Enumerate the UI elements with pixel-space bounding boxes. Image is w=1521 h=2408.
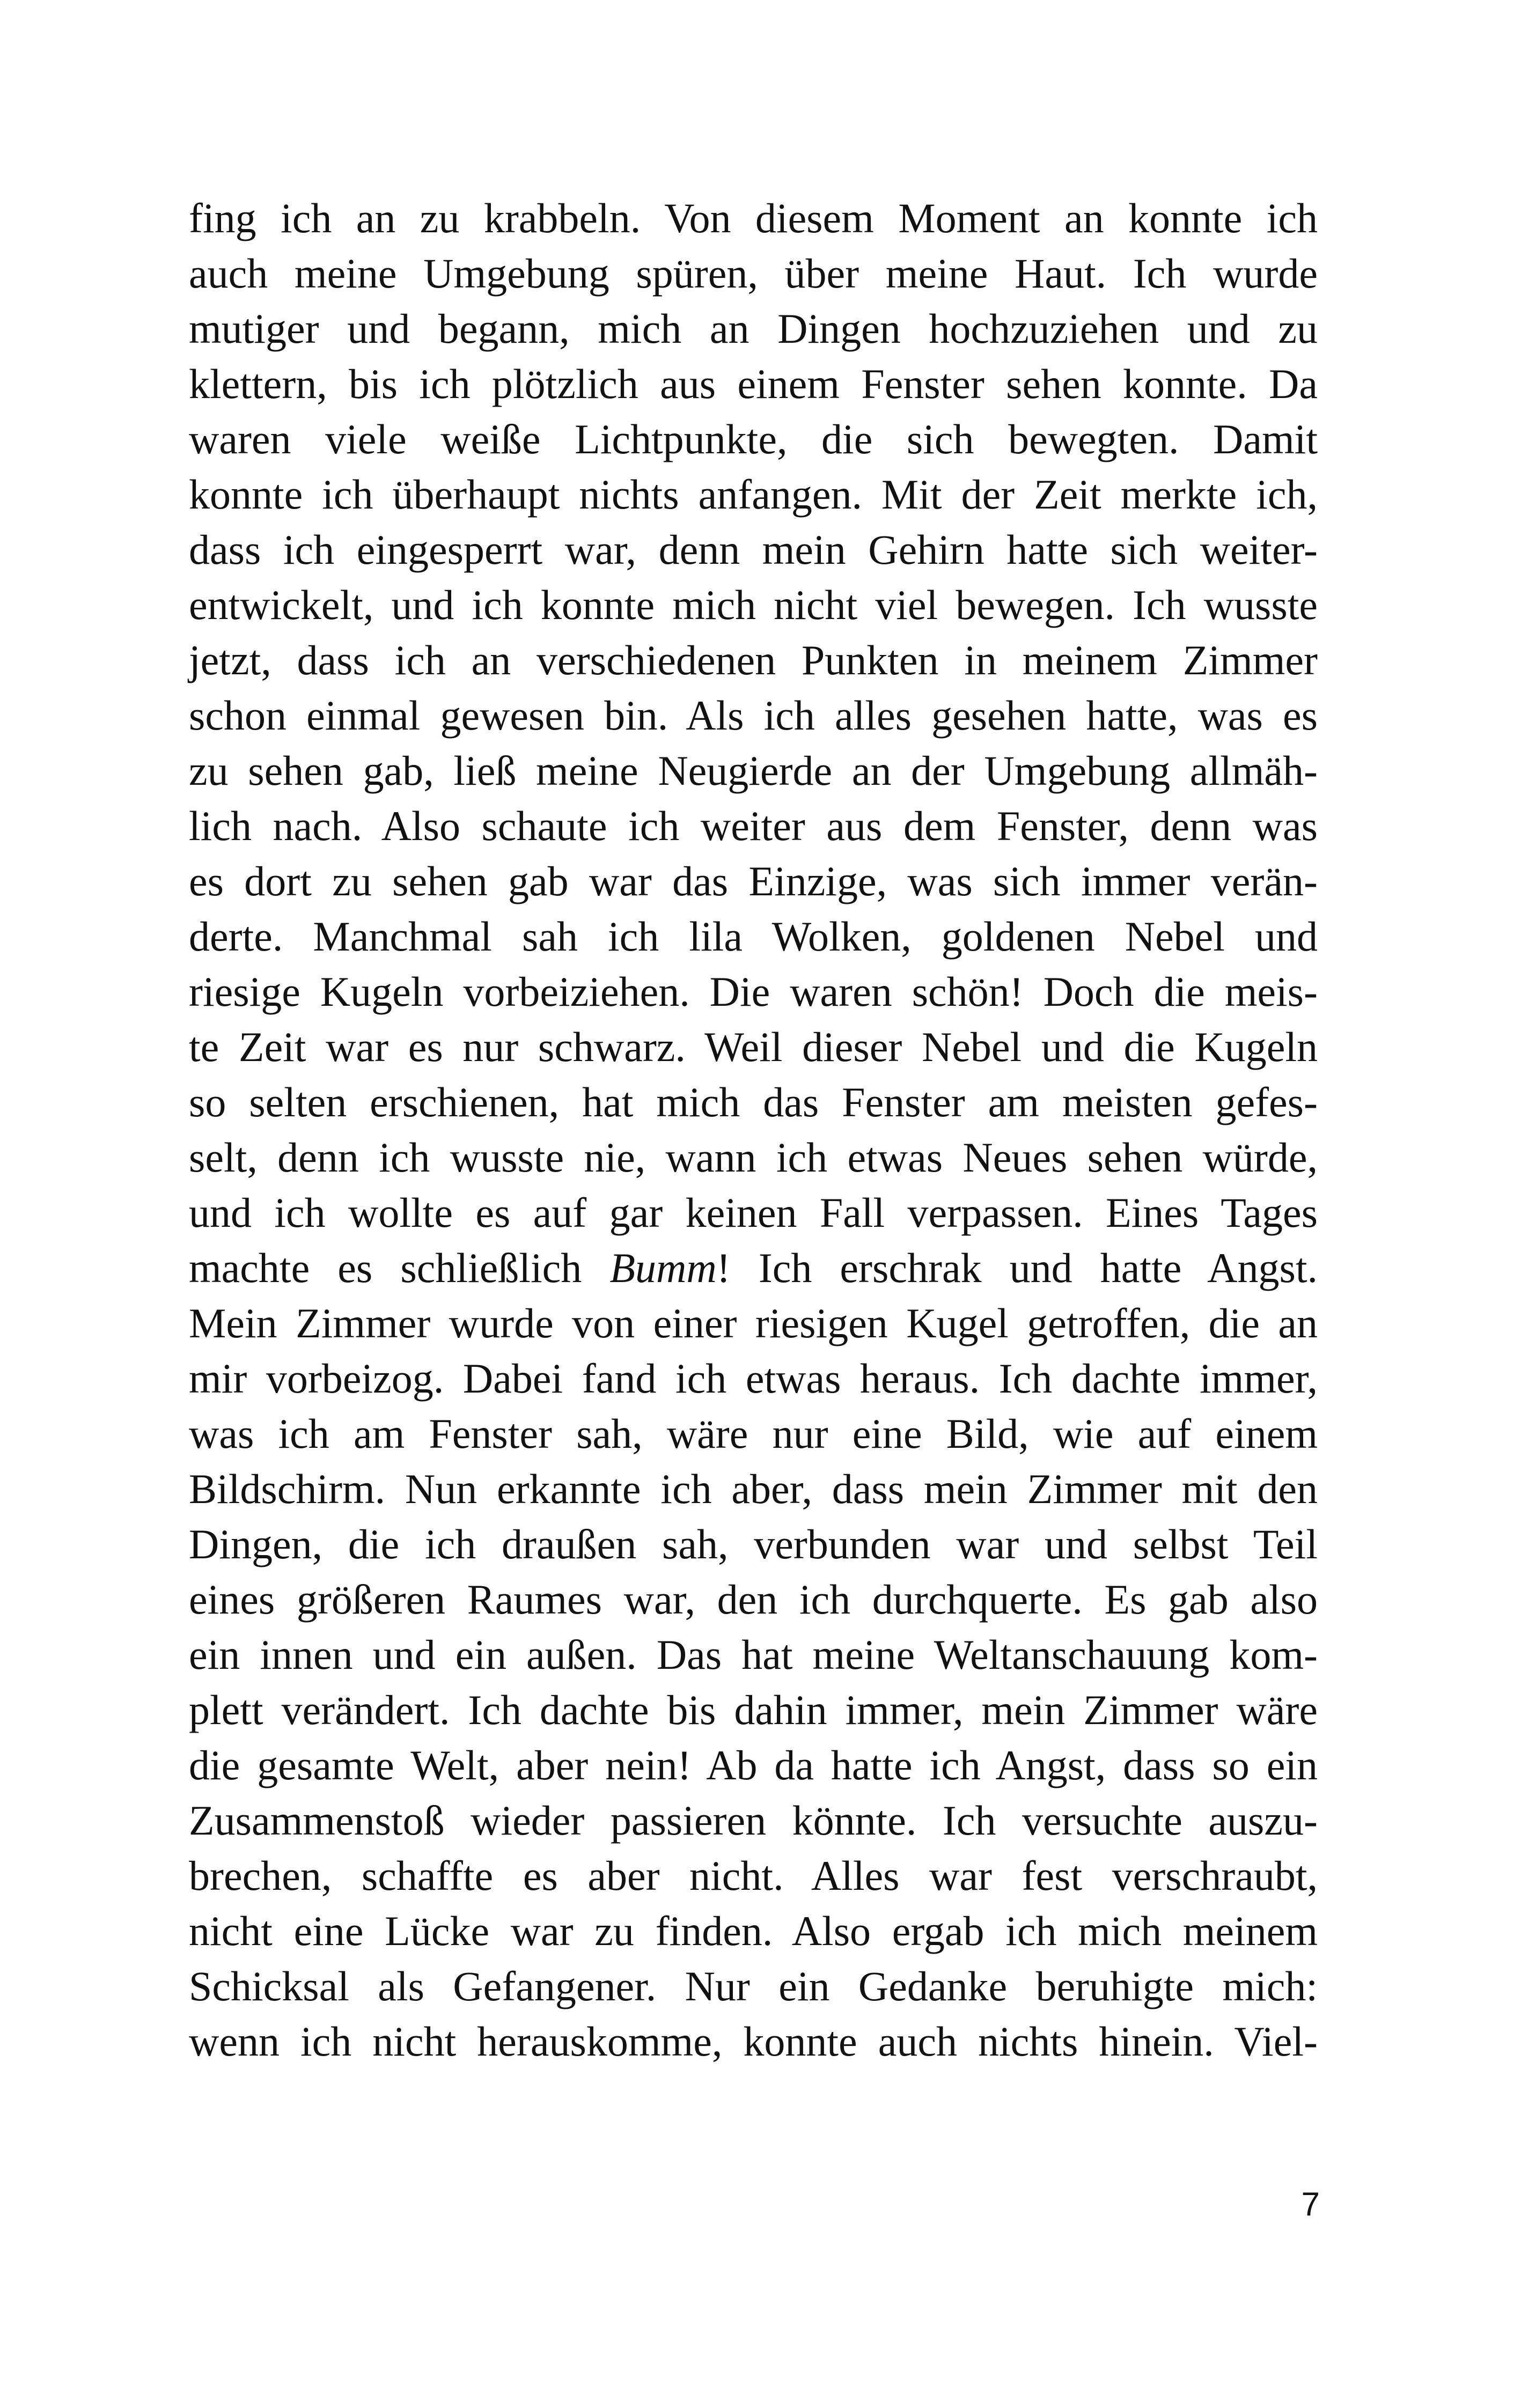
text-line: mir vorbeizog. Dabei fand ich etwas heraus. Ich dachte immer, [189,1355,1318,1402]
text-line: konnte ich überhaupt nichts anfangen. Mit der Zeit merkte ich, [189,471,1318,518]
text-line: te Zeit war es nur schwarz. Weil dieser Nebel und die Kugeln [189,1023,1318,1070]
text-line: und ich wollte es auf gar keinen Fall verpassen. Eines Tages [189,1189,1318,1236]
text-line: Bildschirm. Nun erkannte ich aber, dass mein Zimmer mit den [189,1466,1318,1512]
text-line: selt, denn ich wusste nie, wann ich etwas Neues sehen würde, [189,1134,1318,1181]
page-number: 7 [1301,2186,1320,2223]
text-line: Zusammenstoß wieder passieren könnte. Ich versuchte auszu- [189,1797,1318,1844]
text-line: lich nach. Also schaute ich weiter aus dem Fenster, denn was [189,802,1318,849]
text-line: schon einmal gewesen bin. Als ich alles gesehen hatte, was es [189,692,1318,739]
text-line: fing ich an zu krabbeln. Von diesem Moment an konnte ich [189,195,1318,241]
text-line: wenn ich nicht herauskomme, konnte auch nichts hinein. Viel- [189,2018,1318,2065]
text-line: riesige Kugeln vorbeiziehen. Die waren schön! Doch die meis- [189,968,1318,1015]
text-line: dass ich eingesperrt war, denn mein Gehirn hatte sich weiter- [189,526,1318,573]
text-line: jetzt, dass ich an verschiedenen Punkten in meinem Zimmer [189,637,1318,683]
text-line: zu sehen gab, ließ meine Neugierde an der Umgebung allmäh- [189,747,1318,794]
text-line: eines größeren Raumes war, den ich durchquerte. Es gab also [189,1576,1318,1623]
text-line: Schicksal als Gefangener. Nur ein Gedanke beruhigte mich: [189,1963,1318,2009]
text-line-with-italic [189,1240,1318,1295]
text-line: brechen, schaffte es aber nicht. Alles war fest verschraubt, [189,1852,1318,1899]
text-line: so selten erschienen, hat mich das Fenster am meisten gefes- [189,1079,1318,1125]
text-segment: ! Ich erschrak und hatte Angst. [716,1244,1318,1291]
italic-word: Bumm [609,1244,717,1291]
text-line: was ich am Fenster sah, wäre nur eine Bild, wie auf einem [189,1410,1318,1457]
text-line: mutiger und begann, mich an Dingen hochzuziehen und zu [189,305,1318,352]
text-line: Dingen, die ich draußen sah, verbunden war und selbst Teil [189,1521,1318,1567]
text-segment: machte es schließlich [189,1244,610,1291]
text-line: waren viele weiße Lichtpunkte, die sich bewegten. Damit [189,416,1318,462]
text-line: klettern, bis ich plötzlich aus einem Fenster sehen konnte. Da [189,360,1318,407]
text-line: plett verändert. Ich dachte bis dahin immer, mein Zimmer wäre [189,1687,1318,1733]
text-line: nicht eine Lücke war zu finden. Also ergab ich mich meinem [189,1908,1318,1954]
text-line: entwickelt, und ich konnte mich nicht viel bewegen. Ich wusste [189,581,1318,628]
text-line: die gesamte Welt, aber nein! Ab da hatte ich Angst, dass so ein [189,1742,1318,1788]
text-line: derte. Manchmal sah ich lila Wolken, goldenen Nebel und [189,913,1318,960]
text-line: ein innen und ein außen. Das hat meine Weltanschauung kom- [189,1631,1318,1678]
text-line: es dort zu sehen gab war das Einzige, was sich immer verän- [189,858,1318,904]
body-text [189,190,1318,2069]
text-line: Mein Zimmer wurde von einer riesigen Kugel getroffen, die an [189,1300,1318,1346]
text-line: auch meine Umgebung spüren, über meine Haut. Ich wurde [189,250,1318,297]
